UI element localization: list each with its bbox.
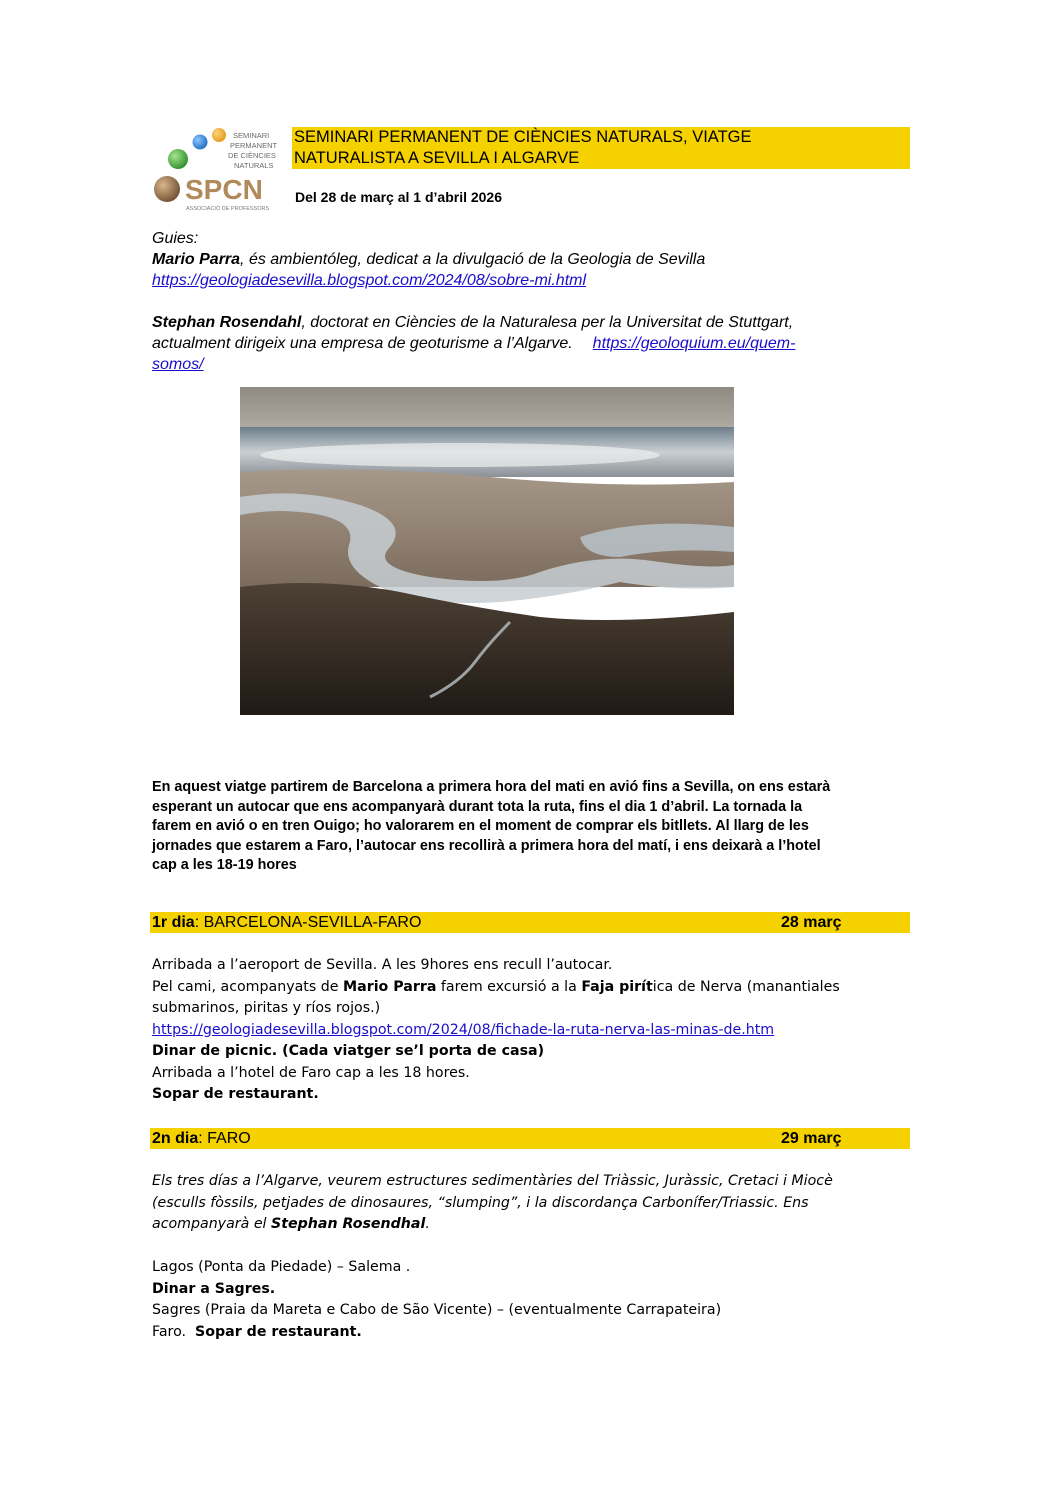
spcn-logo xyxy=(150,127,282,215)
guide2-desc-2: actualment dirigeix una empresa de geoturisme a l’Algarve. xyxy=(152,335,573,352)
day2-intro: (esculls fòssils, petjades de dinosaures, “slumping”, i la discordança Carbonífer/Triassic. Ens xyxy=(152,1194,809,1211)
intro-line: cap a les 18-19 hores xyxy=(152,857,297,873)
day1-text: Arribada a l’hotel de Faro cap a les 18 hores. xyxy=(152,1064,470,1081)
guide1-name: Mario Parra xyxy=(152,251,241,268)
guides-heading: Guies: xyxy=(152,230,199,247)
title-line-2: NATURALISTA A SEVILLA I ALGARVE xyxy=(294,149,580,167)
intro-line: En aquest viatge partirem de Barcelona a primera hora del mati en avió fins a Sevilla, on ens estarà xyxy=(152,779,831,795)
day1-lunch: Dinar de picnic. (Cada viatger se’l porta de casa) xyxy=(152,1043,545,1059)
day1-header xyxy=(150,912,910,933)
day1-label: 1r dia xyxy=(152,914,195,931)
day1-text: Arribada a l’aeroport de Sevilla. A les 9hores ens recull l’autocar. xyxy=(152,957,613,973)
intro-paragraph xyxy=(152,778,912,876)
guide1-line xyxy=(152,249,892,270)
title-bar xyxy=(292,127,910,169)
day1-text: Pel cami, acompanyats de Mario Parra farem excursió a la Faja pirítica de Nerva (manantiales xyxy=(152,978,840,995)
guide2-link[interactable]: https://geoloquium.eu/quem- xyxy=(592,335,796,352)
intro-line: farem en avió o en tren Ouigo; ho valorarem en el moment de comprar els bitllets. Al llarg de les xyxy=(152,818,809,834)
day1-body xyxy=(152,955,912,1106)
trip-dates: Del 28 de març al 1 d’abril 2026 xyxy=(295,189,503,205)
svg-text:ASSOCIACIÓ DE PROFESSORS: ASSOCIACIÓ DE PROFESSORS xyxy=(186,206,270,212)
day1-dinner: Sopar de restaurant. xyxy=(152,1086,319,1102)
guide2-line xyxy=(152,312,892,333)
svg-text:DE CIÈNCIES: DE CIÈNCIES xyxy=(228,151,276,160)
day2-label: 2n dia xyxy=(152,1130,199,1147)
intro-line: jornades que estarem a Faro, l’autocar ens recollirà a primera hora del matí, i ens deixarà a l’hotel xyxy=(152,837,821,854)
day2-text: Lagos (Ponta da Piedade) – Salema . xyxy=(152,1259,411,1275)
day1-link[interactable]: https://geologiadesevilla.blogspot.com/2024/08/fichade-la-ruta-nerva-las-minas-de.htm xyxy=(152,1021,775,1038)
title-line-1: SEMINARI PERMANENT DE CIÈNCIES NATURALS, VIATGE xyxy=(294,128,752,146)
guide2-name: Stephan Rosendahl xyxy=(152,314,302,331)
guide2-desc: , doctorat en Ciències de la Naturalesa per la Universitat de Stuttgart, xyxy=(301,314,794,331)
day2-lunch: Dinar a Sagres. xyxy=(152,1280,276,1297)
day2-header xyxy=(150,1128,910,1149)
day1-date: 28 març xyxy=(781,914,842,931)
guide1-link[interactable]: https://geologiadesevilla.blogspot.com/2024/08/sobre-mi.html xyxy=(152,272,587,289)
svg-text:SEMINARI: SEMINARI xyxy=(233,131,270,140)
svg-text:SPCN: SPCN xyxy=(185,174,263,205)
svg-text:PERMANENT: PERMANENT xyxy=(230,141,278,150)
intro-line: esperant un autocar que ens acompanyarà durant tota la ruta, fins el dia 1 d’abril. La tornada la xyxy=(152,798,803,815)
day2-intro: acompanyarà el Stephan Rosendhal. xyxy=(152,1216,430,1232)
day2-body xyxy=(152,1171,912,1343)
guide2-link-cont[interactable]: somos/ xyxy=(152,356,204,373)
day2-text: Faro. Sopar de restaurant. xyxy=(152,1323,362,1340)
day1-text: submarinos, piritas y ríos rojos.) xyxy=(152,1000,381,1016)
guides-section xyxy=(152,228,892,375)
day2-intro: Els tres días a l’Algarve, veurem estructures sedimentàries del Triàssic, Juràssic, Cretaci i Miocè xyxy=(152,1173,833,1189)
day2-route: : FARO xyxy=(198,1130,251,1147)
svg-text:NATURALS: NATURALS xyxy=(234,161,274,170)
day2-date: 29 març xyxy=(781,1130,842,1147)
coastal-landscape-photo xyxy=(240,387,734,715)
guide1-desc: , és ambientóleg, dedicat a la divulgació de la Geologia de Sevilla xyxy=(240,251,706,268)
day2-text: Sagres (Praia da Mareta e Cabo de São Vicente) – (eventualmente Carrapateira) xyxy=(152,1302,722,1318)
day1-route: : BARCELONA-SEVILLA-FARO xyxy=(194,914,422,931)
